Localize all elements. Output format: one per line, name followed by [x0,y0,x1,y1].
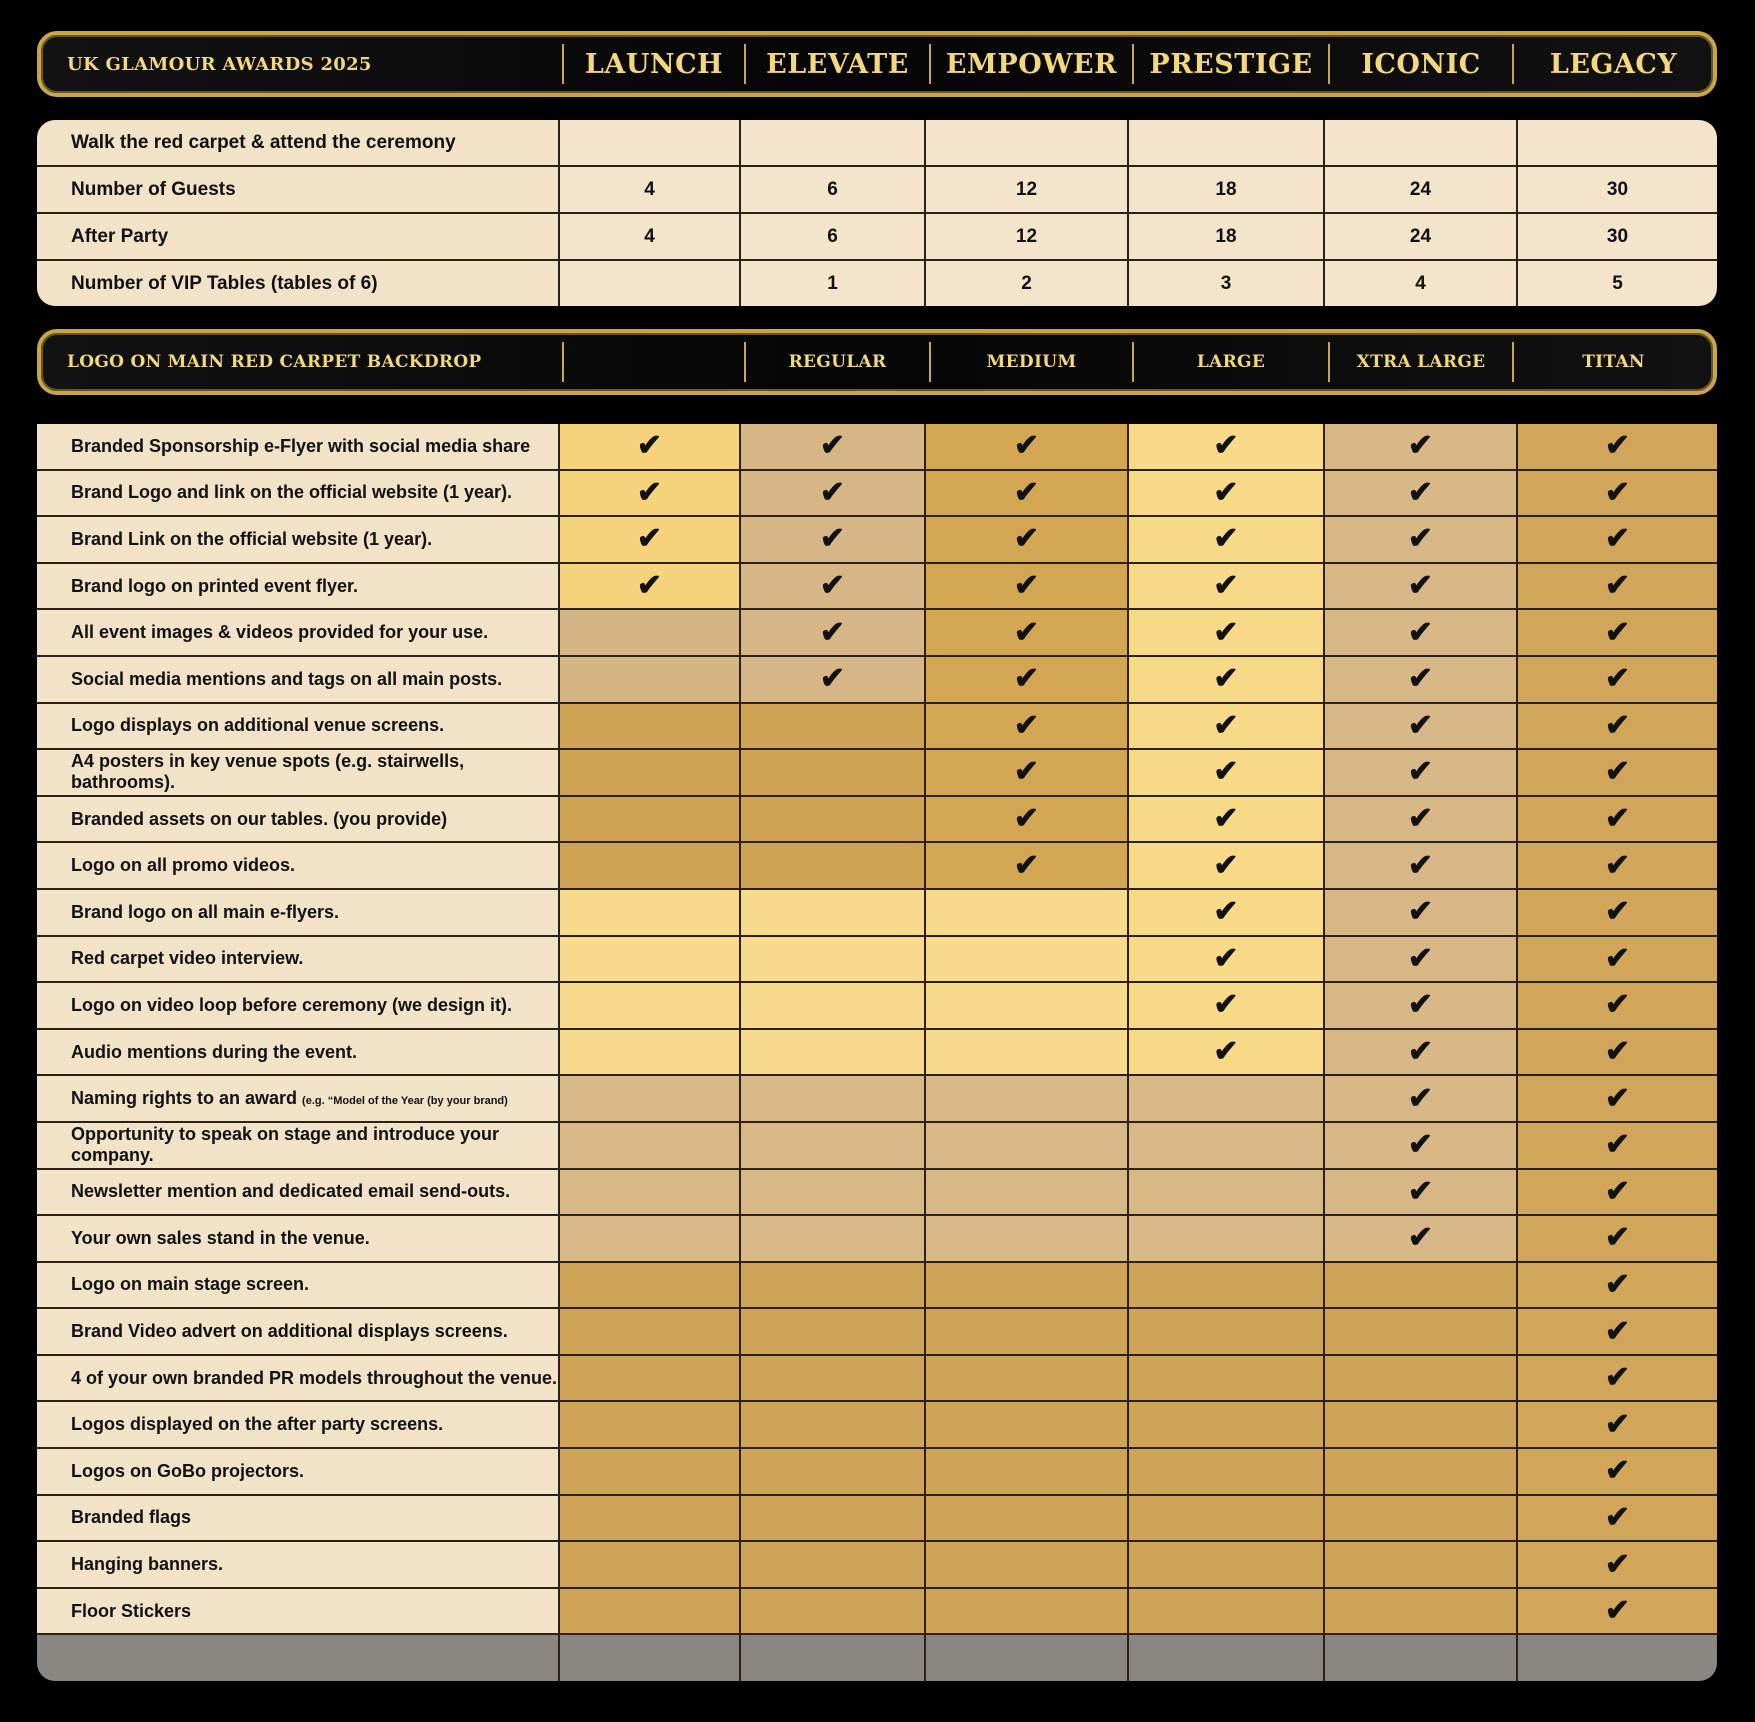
feature-row [37,424,1717,470]
check-icon: ✔ [1517,1308,1717,1355]
check-icon: ✔ [740,470,925,517]
check-icon: ✔ [925,749,1128,796]
info-value-iconic: 4 [1324,260,1517,306]
info-value-legacy: 5 [1517,260,1717,306]
feature-label [37,1448,559,1495]
empty-cell [1128,1448,1324,1495]
check-icon: ✔ [1324,563,1517,610]
info-row-label: Walk the red carpet & attend the ceremony [37,120,559,166]
check-icon: ✔ [1128,1029,1324,1076]
check-icon: ✔ [1517,842,1717,889]
tier-prestige: PRESTIGE [1132,44,1328,84]
feature-label-text: Logo on video loop before ceremony (we design it). [71,994,513,1015]
check-icon: ✔ [1517,1541,1717,1588]
check-icon: ✔ [1128,936,1324,983]
check-icon: ✔ [1128,703,1324,750]
check-icon: ✔ [740,656,925,703]
feature-label-text: Hanging banners. [71,1554,224,1575]
info-value-prestige [1128,120,1324,166]
empty-cell [559,656,740,703]
empty-cell [925,982,1128,1029]
empty-cell [925,1308,1128,1355]
check-icon: ✔ [559,424,740,470]
info-row [37,213,1717,260]
info-value-elevate: 1 [740,260,925,306]
empty-cell [740,1588,925,1635]
check-icon: ✔ [1517,982,1717,1029]
empty-cell [740,1448,925,1495]
check-icon: ✔ [1324,749,1517,796]
feature-label-text: Logo on all promo videos. [71,855,296,876]
feature-label [37,609,559,656]
feature-label [37,1122,559,1169]
feature-row [37,889,1717,936]
empty-cell [559,609,740,656]
feature-label [37,1308,559,1355]
info-value-elevate [740,120,925,166]
logo-size-elevate: REGULAR [744,342,929,382]
feature-label-text: A4 posters in key venue spots (e.g. stairwells, bathrooms). [71,751,465,793]
info-value-iconic [1324,120,1517,166]
check-icon: ✔ [1517,1029,1717,1076]
empty-cell [559,796,740,843]
feature-label-text: Newsletter mention and dedicated email send-outs. [71,1181,511,1202]
check-icon: ✔ [740,516,925,563]
feature-table [37,424,1717,1681]
check-icon: ✔ [1324,424,1517,470]
empty-cell [740,1075,925,1122]
feature-label [37,796,559,843]
info-value-launch: 4 [559,213,740,260]
check-icon: ✔ [1128,796,1324,843]
info-row-label: After Party [37,213,559,260]
feature-label-text: Your own sales stand in the venue. [71,1227,370,1248]
info-value-elevate: 6 [740,213,925,260]
info-table-wrap [37,120,1717,306]
empty-cell [1128,1122,1324,1169]
feature-label-text: Brand Logo and link on the official website (1 year). [71,482,513,503]
empty-cell [559,842,740,889]
check-icon: ✔ [1517,1448,1717,1495]
empty-cell [925,1401,1128,1448]
check-icon: ✔ [925,470,1128,517]
feature-row [37,1355,1717,1402]
check-icon: ✔ [1517,516,1717,563]
feature-row [37,1308,1717,1355]
empty-cell [559,1448,740,1495]
check-icon: ✔ [925,796,1128,843]
feature-label [37,1169,559,1216]
empty-cell [1324,1588,1517,1635]
feature-label-text: 4 of your own branded PR models throughout the venue. [71,1367,558,1388]
empty-cell [740,842,925,889]
info-value-legacy: 30 [1517,213,1717,260]
empty-cell [559,1401,740,1448]
check-icon: ✔ [925,563,1128,610]
empty-cell [925,1029,1128,1076]
info-value-empower: 12 [925,166,1128,213]
feature-label-text: Social media mentions and tags on all main posts. [71,668,503,689]
empty-cell [559,1169,740,1216]
feature-label [37,1262,559,1309]
empty-cell [740,1541,925,1588]
info-value-legacy: 30 [1517,166,1717,213]
empty-cell [1128,1588,1324,1635]
info-value-launch [559,120,740,166]
check-icon: ✔ [1517,1215,1717,1262]
feature-row [37,516,1717,563]
feature-label-text: Brand Link on the official website (1 year). [71,528,433,549]
empty-cell [740,1308,925,1355]
feature-label [37,424,559,470]
tier-elevate: ELEVATE [744,44,929,84]
empty-cell [925,1448,1128,1495]
check-icon: ✔ [1517,1262,1717,1309]
feature-label-text: Brand logo on printed event flyer. [71,575,359,596]
feature-row [37,1448,1717,1495]
check-icon: ✔ [1128,563,1324,610]
feature-row [37,749,1717,796]
feature-label [37,1541,559,1588]
empty-cell [559,889,740,936]
empty-cell [925,1122,1128,1169]
empty-cell [740,1029,925,1076]
feature-label [37,1075,559,1122]
empty-cell [1128,1308,1324,1355]
feature-label-text: Branded Sponsorship e-Flyer with social media share [71,435,531,456]
info-row [37,166,1717,213]
empty-cell [1128,1401,1324,1448]
empty-cell [925,1541,1128,1588]
tier-iconic: ICONIC [1328,44,1512,84]
check-icon: ✔ [1517,656,1717,703]
check-icon: ✔ [559,470,740,517]
logo-size-empower: MEDIUM [929,342,1132,382]
info-value-empower: 12 [925,213,1128,260]
check-icon: ✔ [1128,656,1324,703]
check-icon: ✔ [740,609,925,656]
feature-label-text: Brand Video advert on additional displays screens. [71,1321,508,1342]
feature-label-text: Logos on GoBo projectors. [71,1460,304,1481]
check-icon: ✔ [1517,1075,1717,1122]
check-icon: ✔ [1517,796,1717,843]
empty-cell [559,1075,740,1122]
check-icon: ✔ [925,609,1128,656]
info-value-elevate: 6 [740,166,925,213]
feature-label [37,1588,559,1635]
check-icon: ✔ [1517,470,1717,517]
feature-label [37,703,559,750]
info-value-empower: 2 [925,260,1128,306]
feature-label-text: All event images & videos provided for your use. [71,622,489,643]
check-icon: ✔ [1128,749,1324,796]
info-value-iconic: 24 [1324,213,1517,260]
empty-cell [740,1355,925,1402]
check-icon: ✔ [1324,982,1517,1029]
check-icon: ✔ [1324,1169,1517,1216]
feature-row [37,1215,1717,1262]
feature-label-text: Branded flags [71,1507,192,1528]
check-icon: ✔ [1517,1588,1717,1635]
check-icon: ✔ [925,842,1128,889]
empty-cell [925,1355,1128,1402]
check-icon: ✔ [1128,982,1324,1029]
logo-size-header-bar [37,329,1717,395]
check-icon: ✔ [1324,796,1517,843]
feature-row [37,796,1717,843]
check-icon: ✔ [1324,842,1517,889]
check-icon: ✔ [1517,563,1717,610]
feature-row [37,1588,1717,1635]
logo-size-legacy: TITAN [1512,342,1713,382]
empty-cell [1324,1262,1517,1309]
feature-row [37,936,1717,983]
logo-size-iconic: XTRA LARGE [1328,342,1512,382]
empty-cell [740,1401,925,1448]
feature-label [37,656,559,703]
feature-row [37,1541,1717,1588]
feature-label [37,563,559,610]
empty-cell [559,1262,740,1309]
feature-label [37,889,559,936]
empty-cell [740,889,925,936]
empty-cell [1324,1401,1517,1448]
feature-label [37,1401,559,1448]
empty-cell [1128,1215,1324,1262]
check-icon: ✔ [925,424,1128,470]
empty-cell [1128,1169,1324,1216]
info-value-legacy [1517,120,1717,166]
info-row [37,260,1717,306]
feature-label-text: Red carpet video interview. [71,948,304,969]
info-table [37,120,1717,306]
empty-cell [1324,1448,1517,1495]
empty-cell [1128,1262,1324,1309]
tier-launch: LAUNCH [562,44,744,84]
empty-cell [559,749,740,796]
empty-cell [1128,1075,1324,1122]
empty-cell [925,1588,1128,1635]
info-value-launch [559,260,740,306]
check-icon: ✔ [1517,424,1717,470]
feature-label-text: Audio mentions during the event. [71,1041,358,1062]
empty-cell [740,1215,925,1262]
empty-cell [925,1495,1128,1542]
check-icon: ✔ [1517,1401,1717,1448]
check-icon: ✔ [1324,1075,1517,1122]
feature-label [37,1355,559,1402]
empty-cell [740,1495,925,1542]
empty-cell [1128,1495,1324,1542]
feature-row [37,1122,1717,1169]
logo-backdrop-title: LOGO ON MAIN RED CARPET BACKDROP [67,352,482,372]
check-icon: ✔ [1517,1122,1717,1169]
feature-row [37,656,1717,703]
feature-label [37,749,559,796]
feature-row [37,609,1717,656]
info-row-label: Number of VIP Tables (tables of 6) [37,260,559,306]
empty-cell [740,1122,925,1169]
empty-cell [1324,1308,1517,1355]
check-icon: ✔ [1324,470,1517,517]
feature-row [37,1401,1717,1448]
check-icon: ✔ [1324,936,1517,983]
empty-cell [740,1169,925,1216]
feature-row [37,1262,1717,1309]
feature-label [37,470,559,517]
feature-label-text: Brand logo on all main e-flyers. [71,901,340,922]
check-icon: ✔ [559,563,740,610]
check-icon: ✔ [1324,1122,1517,1169]
info-value-prestige: 18 [1128,213,1324,260]
info-value-prestige: 3 [1128,260,1324,306]
empty-cell [1128,1355,1324,1402]
feature-label-text: Branded assets on our tables. (you provide) [71,808,448,829]
feature-label-text: Logo on main stage screen. [71,1274,310,1295]
check-icon: ✔ [1517,1355,1717,1402]
feature-row [37,1029,1717,1076]
empty-cell [740,982,925,1029]
feature-row [37,1075,1717,1122]
feature-label [37,1029,559,1076]
empty-cell [925,1075,1128,1122]
check-icon: ✔ [1324,703,1517,750]
empty-cell [925,1169,1128,1216]
check-icon: ✔ [1324,889,1517,936]
feature-row [37,982,1717,1029]
feature-label [37,1215,559,1262]
feature-label-text: Naming rights to an award [71,1088,298,1109]
check-icon: ✔ [740,424,925,470]
empty-cell [559,1215,740,1262]
empty-cell [1128,1541,1324,1588]
feature-row [37,703,1717,750]
tier-legacy: LEGACY [1512,44,1713,84]
feature-label [37,1495,559,1542]
check-icon: ✔ [1128,889,1324,936]
tier-header-bar [37,31,1717,97]
empty-cell [925,1215,1128,1262]
check-icon: ✔ [1324,1029,1517,1076]
info-value-prestige: 18 [1128,166,1324,213]
logo-size-launch [562,342,744,382]
empty-cell [1324,1355,1517,1402]
event-title: UK GLAMOUR AWARDS 2025 [67,53,372,75]
check-icon: ✔ [1324,609,1517,656]
sponsorship-comparison [37,31,1717,1628]
check-icon: ✔ [1517,703,1717,750]
check-icon: ✔ [559,516,740,563]
empty-cell [1324,1495,1517,1542]
empty-cell [925,936,1128,983]
empty-cell [559,703,740,750]
table-footer-row [37,1634,1717,1681]
check-icon: ✔ [925,703,1128,750]
feature-row [37,1169,1717,1216]
empty-cell [559,1308,740,1355]
check-icon: ✔ [1128,424,1324,470]
empty-cell [740,796,925,843]
feature-label-text: Floor Stickers [71,1600,192,1621]
empty-cell [925,889,1128,936]
info-value-launch: 4 [559,166,740,213]
empty-cell [925,1262,1128,1309]
check-icon: ✔ [1517,1495,1717,1542]
check-icon: ✔ [1517,609,1717,656]
empty-cell [559,936,740,983]
empty-cell [559,1122,740,1169]
feature-label-text: Logo displays on additional venue screens. [71,715,445,736]
empty-cell [559,1495,740,1542]
feature-label [37,982,559,1029]
check-icon: ✔ [1517,1169,1717,1216]
check-icon: ✔ [925,656,1128,703]
tier-empower: EMPOWER [929,44,1132,84]
check-icon: ✔ [1324,516,1517,563]
info-value-empower [925,120,1128,166]
empty-cell [559,1541,740,1588]
empty-cell [559,1355,740,1402]
feature-row [37,563,1717,610]
feature-row [37,470,1717,517]
feature-label [37,516,559,563]
check-icon: ✔ [1128,516,1324,563]
feature-label [37,936,559,983]
empty-cell [559,982,740,1029]
check-icon: ✔ [1517,889,1717,936]
empty-cell [740,749,925,796]
check-icon: ✔ [1517,749,1717,796]
feature-note: (e.g. “Model of the Year (by your brand) [302,1095,508,1108]
check-icon: ✔ [1324,1215,1517,1262]
check-icon: ✔ [740,563,925,610]
feature-row [37,1495,1717,1542]
empty-cell [559,1029,740,1076]
empty-cell [740,936,925,983]
check-icon: ✔ [1517,936,1717,983]
empty-cell [1324,1541,1517,1588]
feature-label-text: Opportunity to speak on stage and introduce your company. [71,1124,500,1166]
logo-size-prestige: LARGE [1132,342,1328,382]
empty-cell [740,1262,925,1309]
empty-cell [559,1588,740,1635]
feature-label [37,842,559,889]
check-icon: ✔ [1128,842,1324,889]
feature-label-text: Logos displayed on the after party screens. [71,1414,444,1435]
check-icon: ✔ [1128,609,1324,656]
feature-table-wrap [37,424,1717,1681]
info-row [37,120,1717,166]
check-icon: ✔ [1128,470,1324,517]
info-row-label: Number of Guests [37,166,559,213]
feature-row [37,842,1717,889]
check-icon: ✔ [1324,656,1517,703]
check-icon: ✔ [925,516,1128,563]
info-value-iconic: 24 [1324,166,1517,213]
empty-cell [740,703,925,750]
